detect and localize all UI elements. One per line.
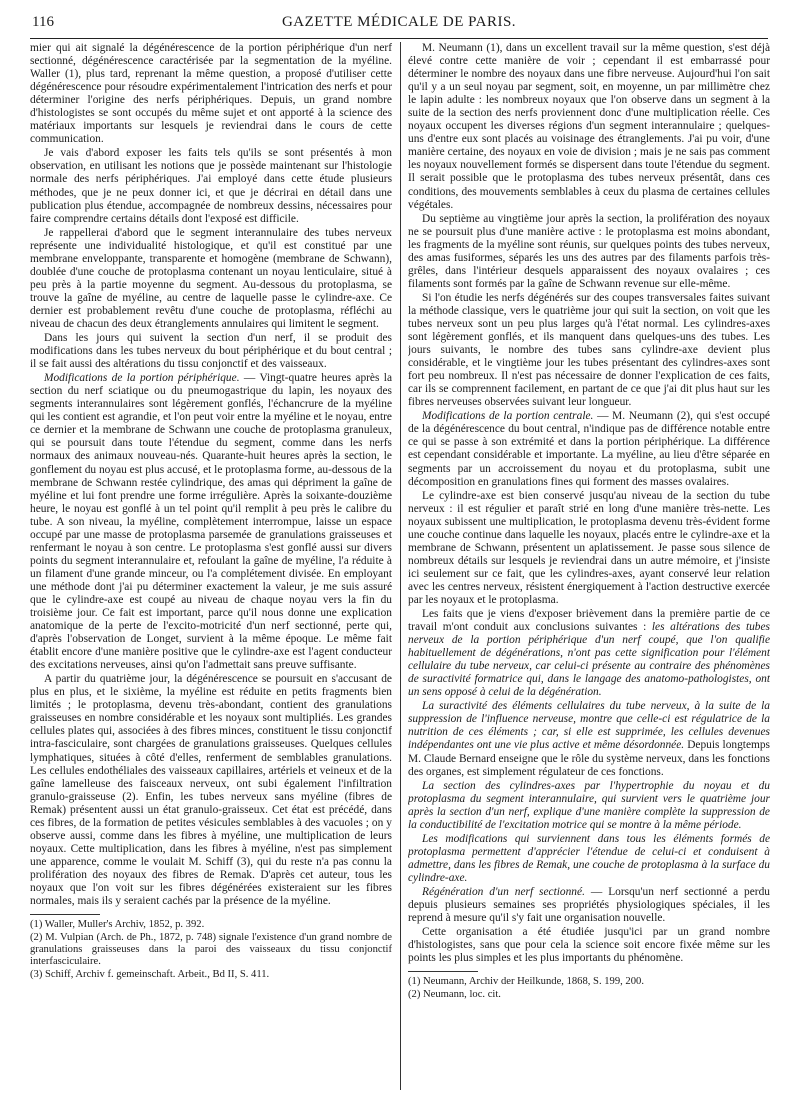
right-column	[408, 42, 770, 1096]
paragraph: A partir du quatrième jour, la dégénérescence se poursuit en s'accusant de plus en plus, et le sixième, la myéline est réduite en petits fragments bien limités ; le protoplasma, devenu très-abondant, contient des granulations graisseuses en nombre considérable et les noyaux sont multipliés. Les grandes cellules plates qui, associées à des fibres minces, constituent le tissu conjonctif intra-fasciculaire, sont chargées de granulations graisseuses. Quelques cellules lymphatiques, situées à côté d'elles, renferment de semblables granulations. Les cellules endothéliales des vaisseaux capillaires, artériels et veineux et de la gaîne lamelleuse des faisceaux nerveux, ont subi également l'infiltration granulo-graisseuse (2). Enfin, les tubes nerveux sans myéline (fibres de Remak) présentent aussi un état granulo-graisseux. Cet état est précédé, dans ces fibres, de la formation de petites vésicules semblables à des vacuoles ; on y observe aussi, comme dans les fibres à myéline, une multiplication de leurs noyaux. Cette multiplication, dans les fibres à myéline, n'est pas simplement une apparence, comme le voulait M. Schiff (3), qui du reste n'a pas connu la prolifération des noyaux des fibres de Remak. D'après cet auteur, tous les noyaux que l'on voit sur les fibres dégénérées existeraient sur les fibres normales, mais ils y seraient cachés par la présence de la myéline.	[30, 673, 392, 908]
section-text: — Lorsqu'un nerf sectionné a perdu depuis plusieurs semaines ses propriétés physiologiques spéciales, il les reprend à mesure qu'il s'y fait une organisation nouvelle.	[408, 886, 770, 925]
conclusion-paragraph	[408, 700, 770, 778]
section-text: — Vingt-quatre heures après la section du nerf sciatique ou du pneumogastrique du lapin, les noyaux des segments interannulaires sont légèrement gonflés, l'échancrure de la myéline qui les contient est agrandie, et l'on peut voir entre la myéline et le noyau, entre ce dernier et la membrane de Schwann une couche de protoplasma granuleux, qui se poursuit dans toute l'étendue du segment, comme dans les nerfs normaux des animaux nouveau-nés. Quarante-huit heures après la section, le gonflement du noyau est plus accusé, et le protoplasma forme, au-dessous de la membrane de Schwann restée cylindrique, des amas qui dépriment la gaîne de myéline et lui font prendre une forme irrégulière. Après la soixante-douzième heure, le noyau est gonflé à un tel point qu'il remplit à peu près le calibre du tube. A son niveau, la myéline, complètement interrompue, laisse un espace occupé par une masse de protoplasma parsemée de granulations graisseuses et renfermant le noyau à son centre. Le protoplasma s'est gonflé aussi sur divers points du segment interannulaire et, refoulant la gaîne de myéline, l'a réduite à un filament d'une grande minceur, ou l'a complétement divisée. En employant une méthode dont j'ai pu déterminer exactement la valeur, je me suis assuré que le cylindre-axe est coupé au niveau de chaque noyau vers la fin du troisième jour. Ce fait est important, parce qu'il nous donne une explication anatomique de la perte de l'excito-motricité d'un nerf sectionné, perte qui, d'après l'observation de Longet, survient à la même époque. Le même fait établit encore d'une manière positive que le cylindre-axe est l'agent conducteur des excitations nerveuses, ainsi qu'on l'admettait sans preuve suffisante.	[30, 372, 392, 672]
footnotes	[30, 914, 392, 981]
footnote: (1) Neumann, Archiv der Heilkunde, 1868, S. 199, 200.	[408, 976, 644, 988]
paragraph: Dans les jours qui suivent la section d'un nerf, il se produit des modifications dans les tubes nerveux du bout périphérique et du bout central ; il se fait aussi des altérations du tissu conjonctif et des vaisseaux.	[30, 332, 392, 371]
conclusion-italic: La suractivité des éléments cellulaires du tube nerveux, à la suite de la suppression de l'influence nerveuse, montre que celle-ci est régulatrice de la nutrition de ces éléments ; car, si elle est supprimée, les cellules devenues indépendantes ont une vie plus active et même désordonnée.	[408, 700, 770, 752]
paragraph: Du septième au vingtième jour après la section, la prolifération des noyaux ne se poursuit plus d'une manière active : le protoplasma est moins abondant, les fragments de la myéline sont réunis, sur quelques points des tubes nerveux, des amas fusiformes, séparés les uns des autres par des filaments parfois très-grêles, dans l'intérieur desquels apparaissent des noyaux ovalaires ; ces filaments sont formés par la gaîne de Schwann revenue sur elle-même.	[408, 212, 770, 290]
left-column	[30, 42, 392, 1096]
conclusion-intro: Les faits que je viens d'exposer brièvement dans la première partie de ce travail m'ont conduit aux conclusions suivantes :	[408, 608, 770, 634]
section-text: — M. Neumann (2), qui s'est occupé de la dégénérescence du bout central, n'indique pas de différence notable entre ce qui se passe à son extrémité et dans la portion périphérique. La différence est cependant considérable et importante. La myéline, au lieu d'être séparée en segments par un accroissement du noyau et du protoplasma, subit une décomposition en granulations fines qui forment des masses ovalaires.	[408, 410, 770, 488]
section-paragraph	[30, 372, 392, 672]
conclusion-paragraph: La section des cylindres-axes par l'hypertrophie du noyau et du protoplasma du segment interannulaire, qui survient vers le quatrième jour après la section d'un nerf, explique d'une manière complète la suppression de la conductibilité de l'excitation motrice qui se montre à la même période.	[408, 779, 770, 831]
paragraph: Le cylindre-axe est bien conservé jusqu'au niveau de la section du tube nerveux : il est régulier et paraît strié en long d'une manière très-nette. Les noyaux subissent une multiplication, le protoplasma devenu très-évident forme une couche continue dans laquelle les noyaux, placés entre le cylindre-axe et la membrane de Schwann, présentent un aplatissement. Je passe sous silence de nombreux détails sur lesquels je reviendrai dans un autre mémoire, et j'insiste ici seulement sur ce fait, que les cylindres-axes, ayant conservé leur relation avec les centres nerveux, résistent énergiquement à l'action destructive exercée par les noyaux et le protoplasma.	[408, 489, 770, 606]
section-title: Modifications de la portion centrale.	[422, 410, 594, 423]
section-paragraph	[408, 410, 770, 488]
page-number: 116	[32, 14, 54, 30]
section-title: Régénération d'un nerf sectionné.	[422, 886, 585, 898]
paragraph: M. Neumann (1), dans un excellent travail sur la même question, s'est déjà élevé contre cette manière de voir ; cependant il est embarrassé pour déterminer le nombre des noyaux dans une fibre nerveuse. Aujourd'hui l'on sait qu'il y a un seul noyau par segment, soit, en moyenne, un par millimètre chez le lapin adulte : les nombreux noyaux que l'on observe dans un segment à la suite de la section des nerfs proviennent donc d'une multiplication réelle. Ces noyaux occupent les diverses régions d'un segment interannulaire ; quelques-uns d'entre eux sont placés au voisinage des étranglements. J'ai pu voir, d'une manière certaine, des noyaux en voie de division ; mais je ne sais pas comment les noyaux nouvellement formés se dispersent dans toute l'étendue du segment. Il serait possible que le protoplasma des tubes nerveux présentât, dans ces conditions, des mouvements semblables à ceux du plasma de certaines cellules végétales.	[408, 42, 770, 211]
footnote-divider	[30, 914, 100, 915]
section-paragraph	[408, 886, 770, 925]
column-divider	[400, 42, 401, 1090]
conclusion-paragraph	[408, 608, 770, 699]
footnote: (3) Schiff, Archiv f. gemeinschaft. Arbeit., Bd II, S. 411.	[30, 968, 270, 980]
footnote: (2) M. Vulpian (Arch. de Ph., 1872, p. 748) signale l'existence d'un grand nombre de granulations graisseuses dans la paroi des vaisseaux du tissu conjonctif interfasciculaire.	[30, 931, 392, 968]
section-title: Modifications de la portion périphérique.	[44, 372, 240, 385]
paragraph: Si l'on étudie les nerfs dégénérés sur des coupes transversales faites suivant la méthode classique, vers le quatrième jour qui suit la section, on voit que les tubes nerveux sont un peu plus larges qu'à l'état normal. Les cylindres-axes sont légèrement gonflés, et ils manquent dans quelques-uns des tubes. Les jours suivants, le nombre des tubes sans cylindre-axe devient plus considérable, et le vingtième jour les tubes présentant des cylindres-axes sont fort peu nombreux. Il n'est pas nécessaire de donner l'explication de ces faits, car ils se comprennent facilement, en partant de ce que j'ai dit plus haut sur les fibres nerveuses observées suivant leur longueur.	[408, 291, 770, 409]
paragraph: Je rappellerai d'abord que le segment interannulaire des tubes nerveux représente une individualité histologique, et qu'il est constitué par une membrane enveloppante, transparente et homogène (membrane de Schwann), doublée d'une couche de protoplasma contenant un noyau lenticulaire, situé à peu près à la partie moyenne du segment. Au-dessous du protoplasma, se trouve la gaîne de myéline, au centre de laquelle passe le cylindre-axe. Ce dernier est probablement revêtu d'une couche de protoplasma, réfléchi au niveau de chacun des deux étranglements annulaires qui limitent le segment.	[30, 226, 392, 330]
footnote: (2) Neumann, loc. cit.	[408, 988, 501, 1000]
footnote: (1) Waller, Muller's Archiv, 1852, p. 392.	[30, 919, 205, 931]
conclusion-text: Depuis longtemps M. Claude Bernard enseigne que le rôle du système nerveux, dans les fonctions des organes, est simplement régulateur de ces fonctions.	[408, 739, 770, 778]
paragraph: Je vais d'abord exposer les faits tels qu'ils se sont présentés à mon observation, en utilisant les notions que je possède maintenant sur l'histologie normale des nerfs périphériques. J'ai employé dans cette étude plusieurs méthodes, que je ne peux donner ici, et que je décrirai en détail dans une publication plus étendue, accompagnée de nombreux dessins, nécessaires pour faire comprendre certains détails dont l'exposé est difficile.	[30, 147, 392, 225]
conclusion-paragraph: Les modifications qui surviennent dans tous les éléments formés de protoplasma permettent d'apprécier l'étendue de celui-ci et conduisent à admettre, dans les fibres de Remak, une couche de protoplasma à la surface du cylindre-axe.	[408, 832, 770, 884]
paragraph: Cette organisation a été étudiée jusqu'ici par un grand nombre d'histologistes, sans que pour cela la science soit encore fixée même sur les points les plus simples et les plus importants du phénomène.	[408, 926, 770, 965]
paragraph: mier qui ait signalé la dégénérescence de la portion périphérique d'un nerf sectionné, dégénérescence caractérisée par la segmentation de la myéline. Waller (1), plus tard, reprenant la même question, a proposé d'utiliser cette dégénérescence pour résoudre expérimentalement l'intrication des nerfs et pour déterminer l'origine des nerfs périphériques. Depuis, un grand nombre d'histologistes se sont occupés du même sujet et ont apporté à la science des matériaux importants sur lesquels je reviendrai dans le cours de cette communication.	[30, 42, 392, 146]
footnote-divider	[408, 971, 478, 972]
footnotes	[408, 971, 770, 1001]
running-title: GAZETTE MÉDICALE DE PARIS.	[281, 14, 517, 30]
page-header	[30, 10, 768, 39]
conclusion-italic: les altérations des tubes nerveux de la portion périphérique d'un nerf coupé, que l'on qualifie habituellement de dégénérations, n'ont pas cette signification pour l'élément cellulaire du tube nerveux, car celui-ci présente au contraire des phénomènes de suractivité formatrice qui, dans le langage des anatomo-pathologistes, ont un sens opposé à celui de la dégénération.	[408, 621, 770, 699]
